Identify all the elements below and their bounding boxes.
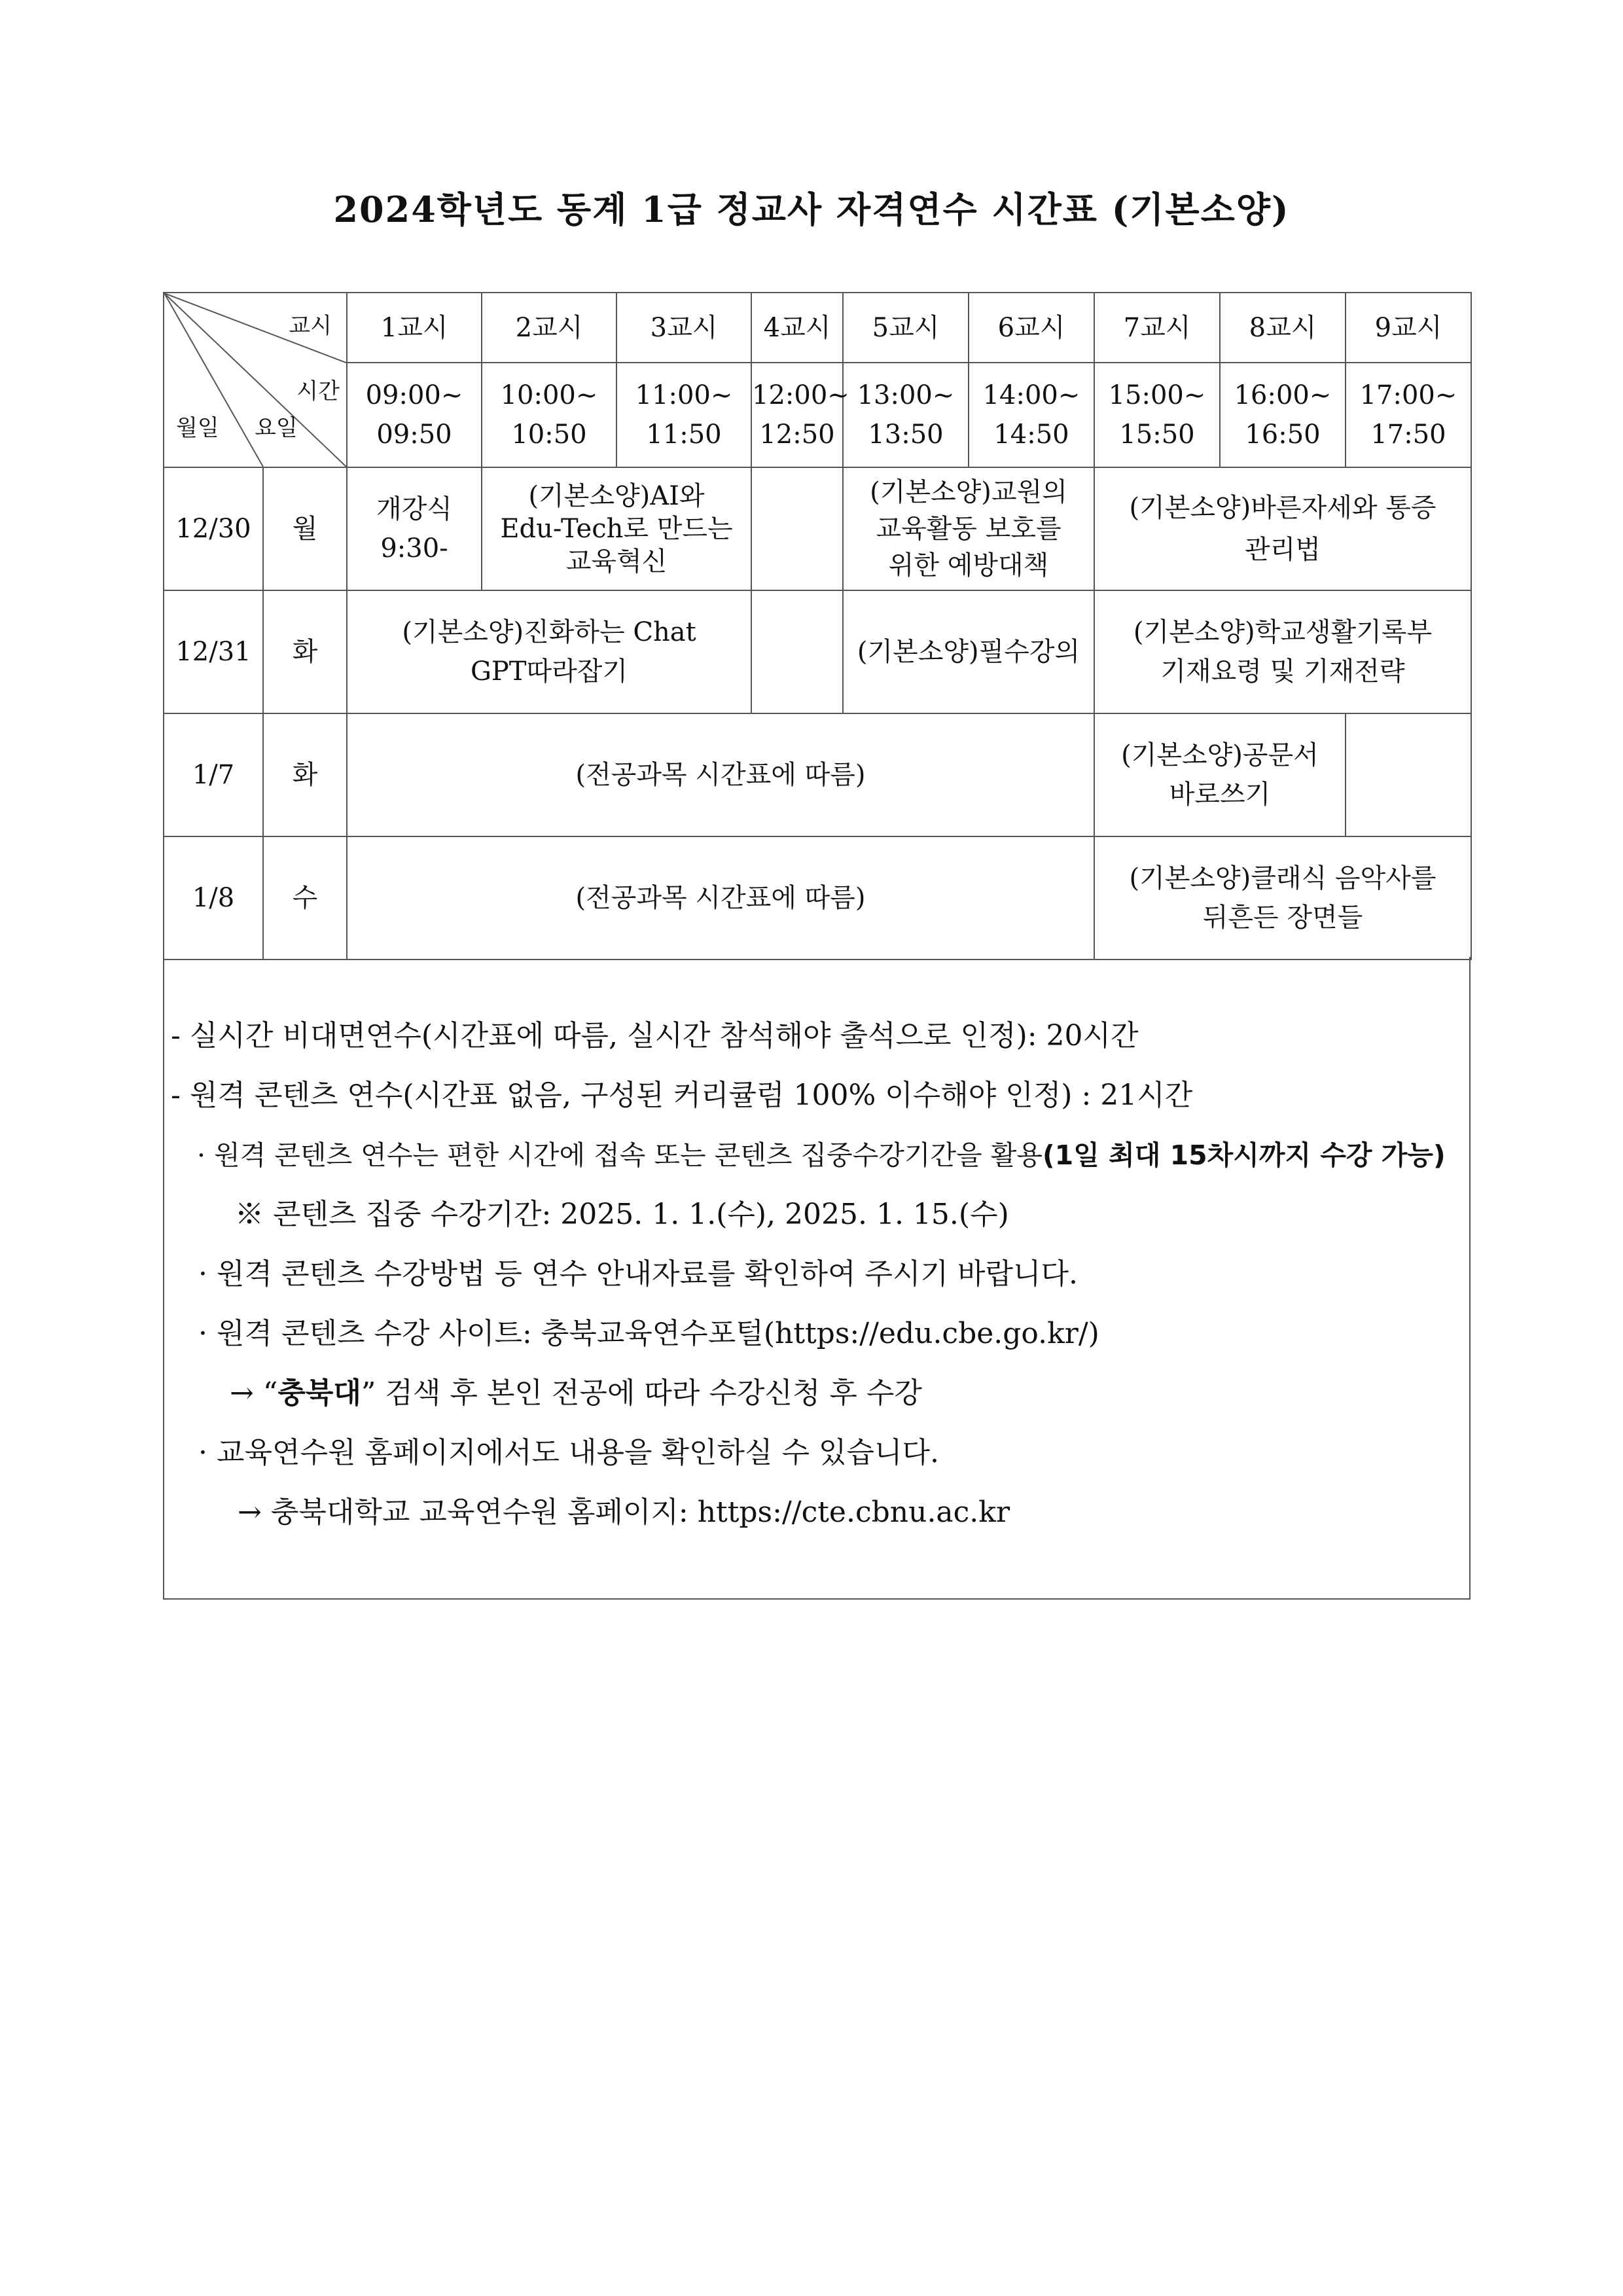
period-3-time: [616, 363, 751, 467]
session-line: 기재요령 및 기재전략: [1160, 656, 1405, 687]
corner-period-label: 교시: [289, 313, 332, 339]
note-realtime-hours: - 실시간 비대면연수(시간표에 따름, 실시간 참석해야 출석으로 인정): 20시간: [171, 1019, 1139, 1052]
session-time: 9:30-: [380, 533, 448, 564]
note-intensive-period: ※ 콘텐츠 집중 수강기간: 2025. 1. 1.(수), 2025. 1. 15.(수): [235, 1198, 1009, 1231]
time-start: 15:00~: [1108, 380, 1206, 410]
time-start: 10:00~: [500, 380, 598, 410]
time-end: 15:50: [1119, 420, 1195, 450]
time-end: 13:50: [868, 420, 944, 450]
note-remote-usage-text: · 원격 콘텐츠 연수는 편한 시간에 접속 또는 콘텐츠 집중수강기간을 활용: [197, 1139, 1043, 1171]
schedule-table: [163, 292, 1472, 960]
note-homepage: · 교육연수원 홈페이지에서도 내용을 확인하실 수 있습니다.: [198, 1436, 939, 1469]
empty-cell: [751, 467, 843, 590]
time-end: 11:50: [646, 420, 722, 450]
major-schedule-cell: (전공과목 시간표에 따름): [347, 836, 1094, 960]
session-cell: (기본소양)필수강의: [843, 590, 1094, 713]
session-cell: [843, 467, 1094, 590]
time-start: 13:00~: [857, 380, 955, 410]
note-remote-hours: - 원격 콘텐츠 연수(시간표 없음, 구성된 커리큘럼 100% 이수해야 인정) : 21시간: [171, 1079, 1193, 1112]
page-title: 2024학년도 동계 1급 정교사 자격연수 시간표 (기본소양): [333, 188, 1290, 230]
time-end: 14:50: [993, 420, 1069, 450]
period-7-time: [1094, 363, 1220, 467]
session-line: 뒤흔든 장면들: [1202, 903, 1363, 933]
time-end: 12:50: [759, 420, 835, 450]
time-start: 17:00~: [1359, 380, 1457, 410]
corner-time-label: 시간: [296, 378, 340, 404]
session-line: 교육혁신: [565, 547, 668, 577]
time-start: 16:00~: [1234, 380, 1332, 410]
date-cell: 12/31: [164, 590, 263, 713]
table-row: [164, 590, 1471, 713]
date-cell: 12/30: [164, 467, 263, 590]
time-start: 11:00~: [635, 380, 733, 410]
period-2-time: [482, 363, 616, 467]
session-line: (기본소양)공문서: [1121, 740, 1319, 770]
note-remote-usage-limit: (1일 최대 15차시까지 수강 가능): [1042, 1139, 1446, 1171]
empty-cell: [1346, 713, 1471, 836]
period-1-header: 1교시: [347, 293, 482, 363]
session-cell: [1094, 590, 1471, 713]
corner-day-label: 요일: [255, 415, 298, 441]
period-header-row: [164, 293, 1471, 363]
period-9-time: [1346, 363, 1471, 467]
period-8-time: [1220, 363, 1346, 467]
session-line: (기본소양)학교생활기록부: [1133, 617, 1433, 647]
notes-box: [163, 957, 1471, 1600]
table-row: [164, 836, 1471, 960]
opening-ceremony-cell: [347, 467, 482, 590]
session-line: 관리법: [1245, 535, 1321, 565]
session-line: 교육활동 보호를: [876, 514, 1061, 544]
period-4-header: 4교시: [751, 293, 843, 363]
time-header-row: [164, 363, 1471, 467]
time-end: 16:50: [1245, 420, 1321, 450]
note-search-keyword: 충북대: [277, 1376, 361, 1410]
period-5-time: [843, 363, 969, 467]
table-row: [164, 713, 1471, 836]
time-end: 09:50: [376, 420, 452, 450]
day-cell: 월: [263, 467, 347, 590]
empty-cell: [751, 590, 843, 713]
session-line: (기본소양)AI와: [528, 481, 705, 511]
session-cell: [1094, 836, 1471, 960]
time-start: 09:00~: [365, 380, 463, 410]
session-cell: [1094, 467, 1471, 590]
period-9-header: 9교시: [1346, 293, 1471, 363]
note-search-text: ” 검색 후 본인 전공에 따라 수강신청 후 수강: [361, 1376, 922, 1410]
session-line: 바로쓰기: [1169, 780, 1271, 810]
note-homepage-url: → 충북대학교 교육연수원 홈페이지: https://cte.cbnu.ac.kr: [238, 1496, 1010, 1529]
table-row: [164, 467, 1471, 590]
note-remote-usage: [197, 1136, 1446, 1175]
period-2-header: 2교시: [482, 293, 616, 363]
day-cell: 화: [263, 590, 347, 713]
time-end: 17:50: [1370, 420, 1446, 450]
session-cell: [482, 467, 751, 590]
session-cell: [347, 590, 751, 713]
period-4-time: [751, 363, 849, 467]
day-cell: 수: [263, 836, 347, 960]
date-cell: 1/7: [164, 713, 263, 836]
day-cell: 화: [263, 713, 347, 836]
session-line: Edu-Tech로 만드는: [500, 514, 733, 544]
period-7-header: 7교시: [1094, 293, 1220, 363]
period-6-header: 6교시: [969, 293, 1094, 363]
corner-date-label: 월일: [176, 415, 219, 441]
time-start: 14:00~: [982, 380, 1080, 410]
session-cell: [1094, 713, 1346, 836]
note-site: · 원격 콘텐츠 수강 사이트: 충북교육연수포털(https://edu.cbe.go.kr/): [198, 1317, 1099, 1350]
time-start: 12:00~: [752, 380, 849, 410]
session-line: (기본소양)교원의: [870, 477, 1067, 507]
major-schedule-cell: (전공과목 시간표에 따름): [347, 713, 1094, 836]
date-cell: 1/8: [164, 836, 263, 960]
period-1-time: [347, 363, 482, 467]
period-6-time: [969, 363, 1094, 467]
period-8-header: 8교시: [1220, 293, 1346, 363]
session-line: 개강식: [376, 494, 452, 524]
period-3-header: 3교시: [616, 293, 751, 363]
session-line: 위한 예방대책: [888, 550, 1049, 581]
note-search: [230, 1374, 922, 1413]
session-line: GPT따라잡기: [470, 656, 628, 687]
session-line: (기본소양)바른자세와 통증: [1129, 493, 1436, 523]
note-guide: · 원격 콘텐츠 수강방법 등 연수 안내자료를 확인하여 주시기 바랍니다.: [198, 1257, 1078, 1291]
time-end: 10:50: [511, 420, 587, 450]
note-search-arrow: → “: [230, 1376, 278, 1410]
session-line: (기본소양)진화하는 Chat: [402, 617, 696, 647]
period-5-header: 5교시: [843, 293, 969, 363]
corner-header-cell: [164, 293, 347, 467]
session-line: (기본소양)클래식 음악사를: [1129, 863, 1436, 893]
